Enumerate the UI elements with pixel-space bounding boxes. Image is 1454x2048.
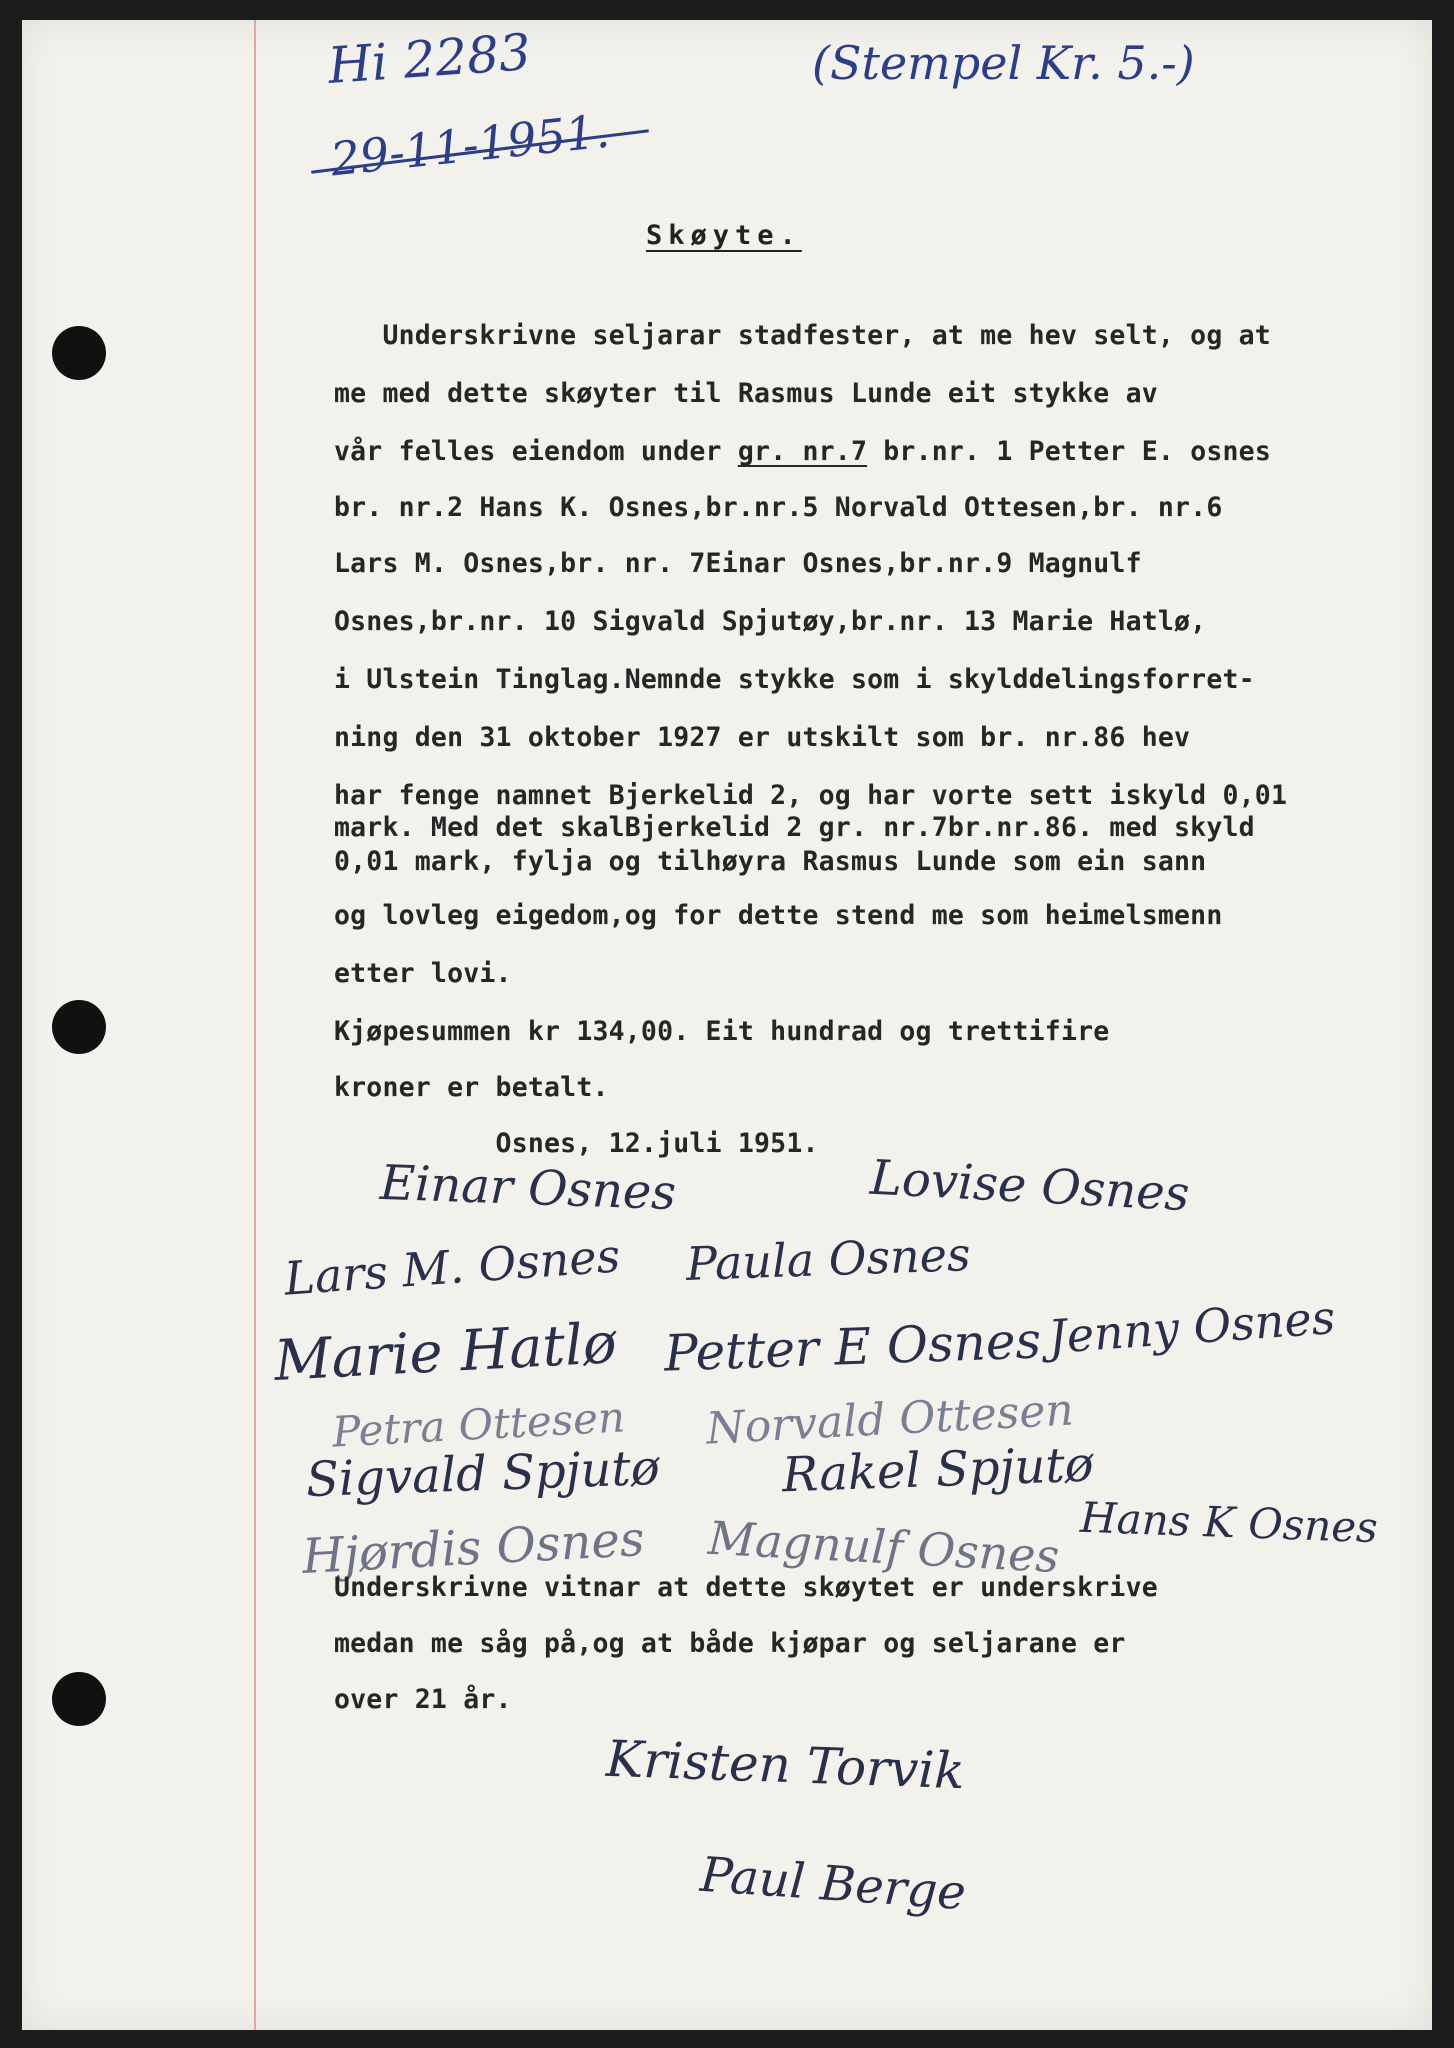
deed-line-text: br.nr. 1 Petter E. osnes xyxy=(867,436,1271,467)
reference-number: Hi 2283 xyxy=(326,22,533,96)
document-title: Skøyte. xyxy=(646,220,802,251)
signature-einar-osnes: Einar Osnes xyxy=(379,1154,677,1222)
deed-line-text: vår felles eiendom under xyxy=(334,436,738,467)
punch-hole-icon xyxy=(52,1000,106,1054)
underlined-reference: gr. nr.7 xyxy=(737,436,868,467)
deed-line: Osnes,br.nr. 10 Sigvald Spjutøy,br.nr. 13 Marie Hatlø, xyxy=(334,606,1207,637)
deed-line: ning den 31 oktober 1927 er utskilt som br. nr.86 hev xyxy=(334,722,1191,753)
punch-hole-icon xyxy=(52,326,106,380)
deed-line: og lovleg eigedom,og for dette stend me som heimelsmenn xyxy=(334,900,1223,931)
deed-line: har fenge namnet Bjerkelid 2, og har vorte sett iskyld 0,01 xyxy=(334,780,1288,811)
deed-line: 0,01 mark, fylja og tilhøyra Rasmus Lunde som ein sann xyxy=(334,846,1207,877)
deed-line: Osnes, 12.juli 1951. xyxy=(334,1128,819,1159)
signature-petter-osnes: Petter E Osnes xyxy=(663,1311,1042,1383)
stamp-note: (Stempel Kr. 5.-) xyxy=(812,36,1195,90)
deed-line: Kjøpesummen kr 134,00. Eit hundrad og trettifire xyxy=(334,1016,1110,1047)
deed-line: etter lovi. xyxy=(334,958,512,989)
witness-signature-paul-berge: Paul Berge xyxy=(698,1846,968,1922)
deed-line: br. nr.2 Hans K. Osnes,br.nr.5 Norvald Ottesen,br. nr.6 xyxy=(334,492,1223,523)
signature-sigvald-spjuto: Sigvald Spjutø xyxy=(305,1439,661,1509)
signature-lovise-osnes: Lovise Osnes xyxy=(868,1149,1191,1223)
deed-line: me med dette skøyter til Rasmus Lunde eit stykke av xyxy=(334,378,1158,409)
signature-norvald-ottesen: Norvald Ottesen xyxy=(704,1384,1075,1455)
witness-line: medan me såg på,og at både kjøpar og seljarane er xyxy=(334,1628,1126,1659)
signature-magnulf-osnes: Magnulf Osnes xyxy=(706,1510,1061,1584)
signature-lars-osnes: Lars M. Osnes xyxy=(282,1228,622,1306)
deed-line xyxy=(334,436,1271,467)
punch-hole-icon xyxy=(52,1672,106,1726)
signature-marie-hatlo: Marie Hatlø xyxy=(272,1311,619,1394)
signature-rakel-spjuto: Rakel Spjutø xyxy=(781,1436,1095,1504)
witness-line: Underskrivne vitnar at dette skøytet er underskrive xyxy=(334,1572,1158,1603)
signature-jenny-osnes: Jenny Osnes xyxy=(1046,1290,1337,1364)
deed-line: Underskrivne seljarar stadfester, at me hev selt, og at xyxy=(334,320,1271,351)
margin-rule xyxy=(254,20,256,2030)
reference-date: 29-11-1951. xyxy=(327,103,612,187)
deed-line: mark. Med det skalBjerkelid 2 gr. nr.7br.nr.86. med skyld xyxy=(334,812,1255,843)
signature-petra-ottesen: Petra Ottesen xyxy=(330,1392,627,1457)
deed-line: Lars M. Osnes,br. nr. 7Einar Osnes,br.nr.9 Magnulf xyxy=(334,548,1142,579)
witness-signature-kristen-torvik: Kristen Torvik xyxy=(605,1729,966,1801)
witness-line: over 21 år. xyxy=(334,1684,512,1715)
signature-hans-osnes: Hans K Osnes xyxy=(1079,1492,1379,1553)
deed-line: kroner er betalt. xyxy=(334,1072,609,1103)
signature-hjordis-osnes: Hjørdis Osnes xyxy=(300,1511,646,1585)
signature-paula-osnes: Paula Osnes xyxy=(685,1227,972,1291)
deed-line: i Ulstein Tinglag.Nemnde stykke som i skylddelingsforret- xyxy=(334,664,1255,695)
